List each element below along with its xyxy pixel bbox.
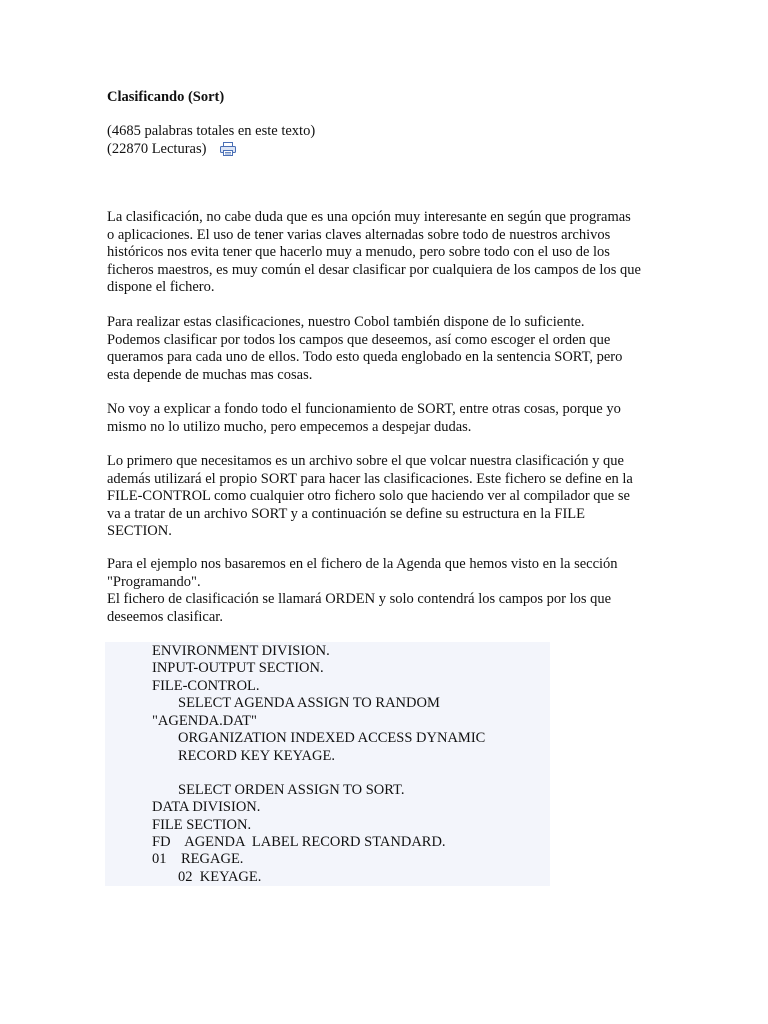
reads-line [107,141,315,159]
text-line: Lo primero que necesitamos es un archivo sobre el que volcar nuestra clasificación y que [107,453,624,469]
article-title: Clasificando (Sort) [107,89,225,105]
code-line: 02 KEYAGE. [178,869,262,885]
text-line: esta depende de muchas mas cosas. [107,366,313,383]
paragraph-5 [107,556,663,626]
code-line: DATA DIVISION. [152,799,261,815]
word-count: (4685 palabras totales en este texto) [107,123,316,139]
code-line: FD AGENDA LABEL RECORD STANDARD. [152,834,446,850]
code-line: ENVIRONMENT DIVISION. [152,643,330,659]
reads-count: (22870 Lecturas) [107,140,207,157]
text-line: deseemos clasificar. [107,608,223,625]
printer-icon[interactable] [220,142,236,156]
text-line: La clasificación, no cabe duda que es una opción muy interesante en según que programas [107,209,631,225]
text-line: va a tratar de un archivo SORT y a continuación se define su estructura en la FILE [107,505,586,522]
text-line: históricos nos evita tener que hacerlo muy a menudo, pero sobre todo con el uso de los [107,244,610,260]
paragraph-2 [107,314,663,384]
text-line: "Programando". [107,573,201,590]
text-line: dispone el fichero. [107,279,215,295]
paragraph-3 [107,401,663,436]
code-line: 01 REGAGE. [152,851,244,867]
text-line: ficheros maestros, es muy común el desar clasificar por cualquiera de los campos de los que [107,261,641,278]
paragraph-1 [107,209,663,297]
paragraph-4 [107,453,663,541]
text-line: Para el ejemplo nos basaremos en el fichero de la Agenda que hemos visto en la sección [107,556,618,572]
code-block [105,642,550,886]
code-line: RECORD KEY KEYAGE. [178,748,335,764]
text-line: FILE-CONTROL como cualquier otro fichero solo que haciendo ver al compilador que se [107,488,630,504]
text-line: además utilizará el propio SORT para hacer las clasificaciones. Este fichero se define en la [107,470,633,487]
article-meta [107,123,315,158]
code-line: SELECT AGENDA ASSIGN TO RANDOM [178,695,440,711]
code-line: "AGENDA.DAT" [152,713,257,729]
text-line: SECTION. [107,523,172,539]
text-line: Para realizar estas clasificaciones, nuestro Cobol también dispone de lo suficiente. [107,314,585,330]
code-line: FILE-CONTROL. [152,678,260,694]
text-line: Podemos clasificar por todos los campos que deseemos, así como escoger el orden que [107,331,611,348]
text-line: No voy a explicar a fondo todo el funcionamiento de SORT, entre otras cosas, porque yo [107,401,621,417]
text-line: o aplicaciones. El uso de tener varias claves alternadas sobre todo de nuestros archivos [107,226,611,243]
text-line: El fichero de clasificación se llamará ORDEN y solo contendrá los campos por los que [107,591,612,607]
code-line: SELECT ORDEN ASSIGN TO SORT. [178,782,405,798]
text-line: mismo no lo utilizo mucho, pero empecemos a despejar dudas. [107,418,472,435]
code-line: INPUT-OUTPUT SECTION. [152,660,324,676]
code-line: ORGANIZATION INDEXED ACCESS DYNAMIC [178,730,486,746]
code-line: FILE SECTION. [152,817,252,833]
text-line: queramos para cada uno de ellos. Todo esto queda englobado en la sentencia SORT, pero [107,349,623,365]
